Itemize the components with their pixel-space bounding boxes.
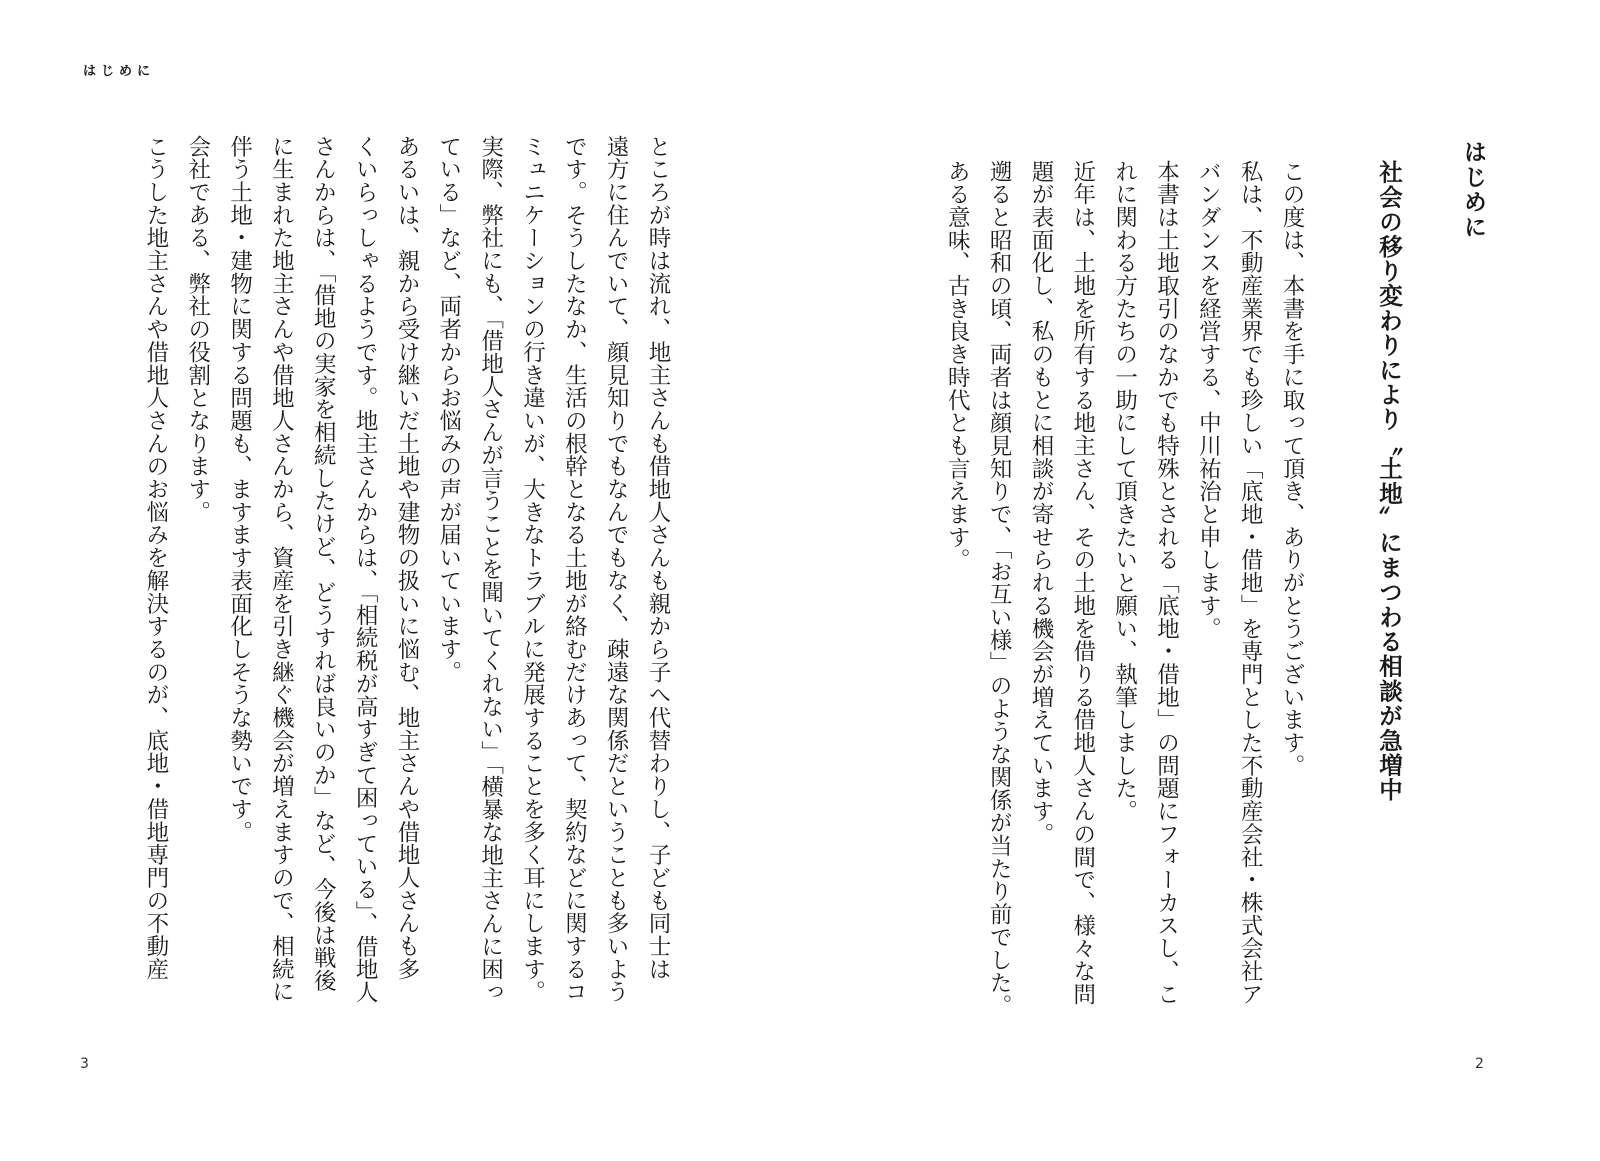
text-line: 近年は、土地を所有する地主さん、その土地を借りる借地人さんの間で、様々な問	[1069, 160, 1096, 1006]
page-number-right: 2	[1475, 1056, 1484, 1072]
text-line: この度は、本書を手に取って頂き、ありがとうございます。	[1279, 160, 1305, 777]
body-text-left-page	[118, 135, 678, 1040]
text-line: れに関わる方たちの一助にして頂きたいと願い、執筆しました。	[1111, 160, 1138, 823]
text-line: 本書は土地取引のなかでも特殊とされる「底地・借地」の問題にフォーカスし、こ	[1153, 160, 1180, 1006]
text-line: あるいは、親から受け継いだ土地や建物の扱いに悩む、地主さんや借地人さんも多	[393, 135, 420, 981]
chapter-heading: はじめに	[1460, 140, 1486, 240]
text-line: に生まれた地主さんや借地人さんから、資産を引き継ぐ機会が増えますので、相続に	[268, 135, 295, 1004]
text-line: くいらっしゃるようです。地主さんからは、「相続税が高すぎて困っている」、借地人	[352, 135, 379, 1004]
text-line: ある意味、古き良き時代とも言えます。	[944, 160, 971, 572]
text-line: さんからは、「借地の実家を相続したけど、どうすれば良いのか」など、今後は戦後	[310, 135, 337, 993]
text-line: ミュニケーションの行き違いが、大きなトラブルに発展することを多く耳にします。	[519, 135, 546, 1004]
text-line: 実際、弊社にも、「借地人さんが言うことを聞いてくれない」「横暴な地主さんに困っ	[477, 135, 504, 1004]
text-line: 遠方に住んでいて、顔見知りでもなんでもなく、疎遠な関係だということも多いよう	[603, 135, 630, 1004]
page-number-left: 3	[80, 1056, 89, 1072]
text-line: ている」など、両者からお悩みの声が届いています。	[435, 135, 462, 684]
text-line: ところが時は流れ、地主さんも借地人さんも親から子へ代替わりし、子ども同士は	[645, 135, 671, 981]
section-subheading: 社会の移り変わりにより〝土地〟にまつわる相談が急増中	[1375, 160, 1403, 803]
text-line: バンダンスを経営する、中川祐治と申します。	[1195, 160, 1222, 640]
text-line: 伴う土地・建物に関する問題も、ますます表面化しそうな勢いです。	[226, 135, 253, 844]
text-line: 会社である、弊社の役割となります。	[184, 135, 211, 524]
body-text-right-page	[902, 160, 1312, 1040]
text-line: 遡ると昭和の頃、両者は顔見知りで、「お互い様」のような関係が当たり前でした。	[986, 160, 1013, 1018]
running-head: はじめに	[83, 64, 156, 79]
text-line: 私は、不動産業界でも珍しい「底地・借地」を専門とした不動産会社・株式会社ア	[1237, 160, 1264, 1006]
text-line: こうした地主さんや借地人さんのお悩みを解決するのが、底地・借地専門の不動産	[142, 135, 169, 981]
text-line: 題が表面化し、私のもとに相談が寄せられる機会が増えています。	[1027, 160, 1054, 846]
text-line: です。そうしたなか、生活の根幹となる土地が絡むだけあって、契約などに関するコ	[561, 135, 588, 1004]
